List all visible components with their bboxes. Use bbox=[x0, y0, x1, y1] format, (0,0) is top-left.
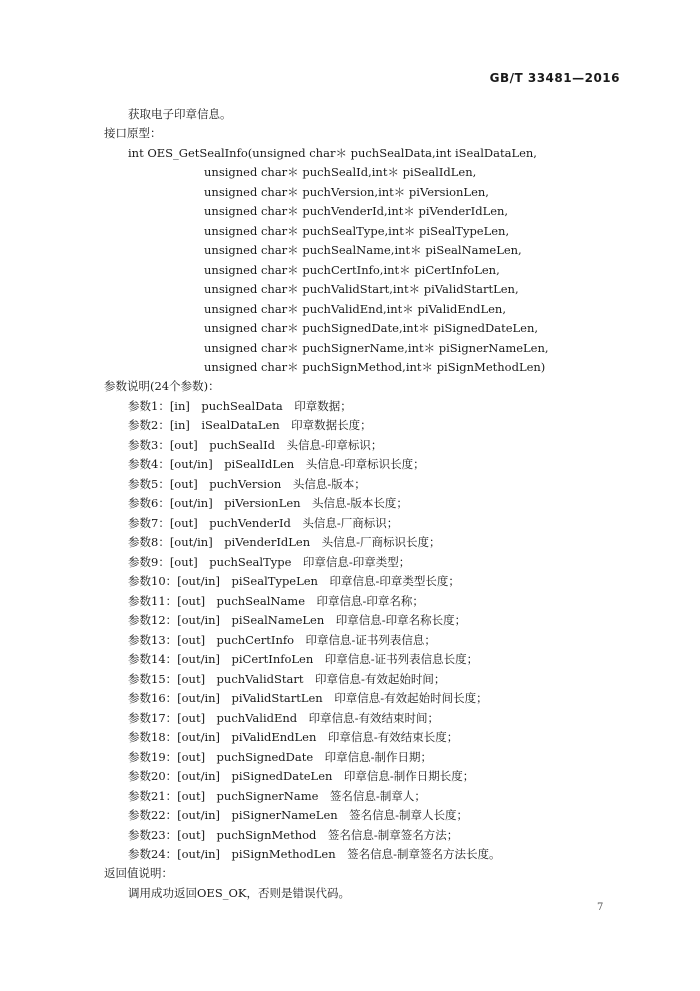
params-label: 参数说明(24个参数)： bbox=[104, 379, 220, 393]
param-item: 参数1：[in] puchSealData 印章数据； bbox=[128, 399, 352, 413]
param-item: 参数11：[out] puchSealName 印章信息-印章名称； bbox=[128, 594, 424, 608]
prototype-line: unsigned char＊ puchValidStart,int＊ piValidStartLen, bbox=[204, 282, 519, 296]
return-text: 调用成功返回OES_OK，否则是错误代码。 bbox=[128, 886, 350, 900]
param-item: 参数10：[out/in] piSealTypeLen 印章信息-印章类型长度； bbox=[128, 574, 460, 588]
param-item: 参数22：[out/in] piSignerNameLen 签名信息-制章人长度； bbox=[128, 808, 469, 822]
prototype-line: unsigned char＊ puchSealName,int＊ piSealNameLen, bbox=[204, 243, 522, 257]
param-item: 参数18：[out/in] piValidEndLen 印章信息-有效结束长度； bbox=[128, 730, 459, 744]
param-item: 参数17：[out] puchValidEnd 印章信息-有效结束时间； bbox=[128, 711, 440, 725]
prototype-line: unsigned char＊ puchSignMethod,int＊ piSignMethodLen) bbox=[204, 360, 546, 374]
param-item: 参数15：[out] puchValidStart 印章信息-有效起始时间； bbox=[128, 672, 446, 686]
param-item: 参数4：[out/in] piSealIdLen 头信息-印章标识长度； bbox=[128, 457, 425, 471]
param-item: 参数5：[out] puchVersion 头信息-版本； bbox=[128, 477, 366, 491]
prototype-line: unsigned char＊ puchSignedDate,int＊ piSignedDateLen, bbox=[204, 321, 539, 335]
standard-number: GB/T 33481—2016 bbox=[489, 71, 620, 85]
param-item: 参数13：[out] puchCertInfo 印章信息-证书列表信息； bbox=[128, 633, 436, 647]
prototype-line: unsigned char＊ puchSealId,int＊ piSealIdLen, bbox=[204, 165, 477, 179]
param-item: 参数21：[out] puchSignerName 签名信息-制章人； bbox=[128, 789, 426, 803]
param-item: 参数16：[out/in] piValidStartLen 印章信息-有效起始时间长度； bbox=[128, 691, 488, 705]
return-label: 返回值说明： bbox=[104, 866, 173, 880]
param-item: 参数9：[out] puchSealType 印章信息-印章类型； bbox=[128, 555, 411, 569]
prototype-line: unsigned char＊ puchVersion,int＊ piVersionLen, bbox=[204, 185, 489, 199]
param-item: 参数3：[out] puchSealId 头信息-印章标识； bbox=[128, 438, 383, 452]
param-item: 参数14：[out/in] piCertInfoLen 印章信息-证书列表信息长度； bbox=[128, 652, 479, 666]
prototype-line: unsigned char＊ puchVenderId,int＊ piVenderIdLen, bbox=[204, 204, 509, 218]
param-item: 参数24：[out/in] piSignMethodLen 签名信息-制章签名方法长度。 bbox=[128, 847, 501, 861]
param-item: 参数20：[out/in] piSignedDateLen 印章信息-制作日期长度； bbox=[128, 769, 475, 783]
prototype-line: unsigned char＊ puchSealType,int＊ piSealTypeLen, bbox=[204, 224, 510, 238]
param-item: 参数23：[out] puchSignMethod 签名信息-制章签名方法； bbox=[128, 828, 459, 842]
param-item: 参数7：[out] puchVenderId 头信息-厂商标识； bbox=[128, 516, 399, 530]
prototype-line: unsigned char＊ puchCertInfo,int＊ piCertInfoLen, bbox=[204, 263, 500, 277]
param-item: 参数19：[out] puchSignedDate 印章信息-制作日期； bbox=[128, 750, 433, 764]
prototype-line: unsigned char＊ puchSignerName,int＊ piSignerNameLen, bbox=[204, 341, 549, 355]
prototype-line: unsigned char＊ puchValidEnd,int＊ piValidEndLen, bbox=[204, 302, 506, 316]
prototype-label: 接口原型： bbox=[104, 126, 162, 140]
param-item: 参数6：[out/in] piVersionLen 头信息-版本长度； bbox=[128, 496, 408, 510]
param-item: 参数12：[out/in] piSealNameLen 印章信息-印章名称长度； bbox=[128, 613, 467, 627]
param-item: 参数8：[out/in] piVenderIdLen 头信息-厂商标识长度； bbox=[128, 535, 441, 549]
page-number: 7 bbox=[597, 902, 604, 913]
intro-text: 获取电子印章信息。 bbox=[128, 107, 232, 121]
prototype-line: int OES_GetSealInfo(unsigned char＊ puchSealData,int iSealDataLen, bbox=[128, 146, 537, 160]
param-item: 参数2：[in] iSealDataLen 印章数据长度； bbox=[128, 418, 372, 432]
